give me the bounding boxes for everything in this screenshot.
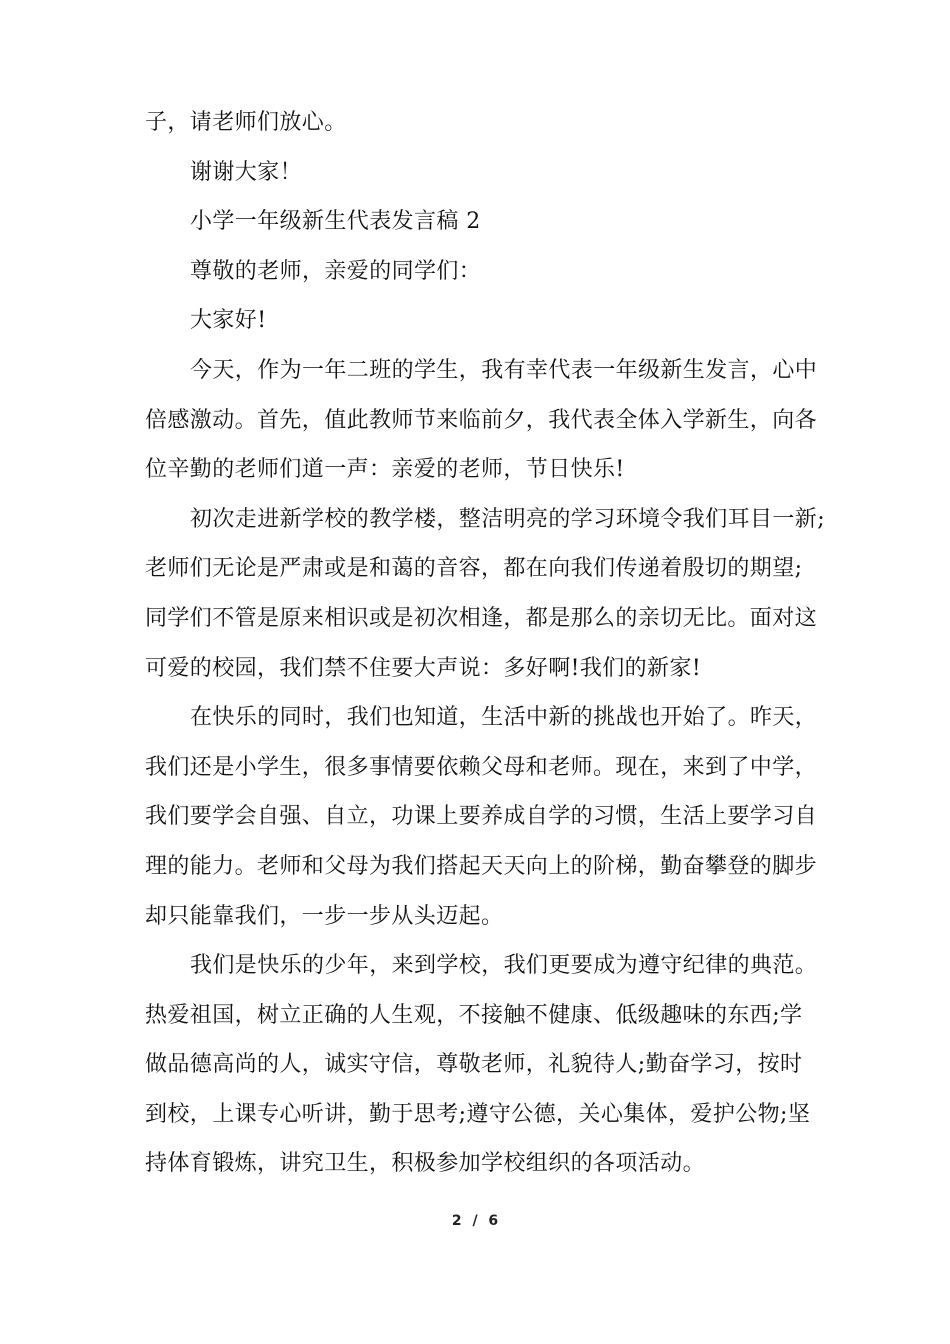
text-line: 初次走进新学校的教学楼，整洁明亮的学习环境令我们耳目一新;	[190, 506, 826, 532]
section-title: 小学一年级新生代表发言稿 2	[190, 209, 481, 235]
text-line: 却只能靠我们，一步一步从头迈起。	[145, 903, 504, 929]
text-line: 做品德高尚的人，诚实守信，尊敬老师，礼貌待人;勤奋学习，按时	[145, 1052, 803, 1078]
salutation: 尊敬的老师，亲爱的同学们：	[190, 258, 482, 284]
document-body	[145, 98, 825, 1189]
text-line: 我们还是小学生，很多事情要依赖父母和老师。现在，来到了中学，	[145, 754, 818, 780]
page-number: 2 / 6	[451, 1213, 499, 1229]
text-line: 子，请老师们放心。	[145, 110, 347, 135]
text-line: 我们要学会自强、自立，功课上要养成自学的习惯，生活上要学习自	[145, 804, 818, 830]
text-line: 到校，上课专心听讲，勤于思考;遵守公德，关心集体，爱护公物;坚	[145, 1101, 811, 1127]
text-line: 同学们不管是原来相识或是初次相逢，都是那么的亲切无比。面对这	[145, 605, 818, 631]
text-line: 谢谢大家！	[190, 159, 303, 185]
text-line: 热爱祖国，树立正确的人生观，不接触不健康、低级趣味的东西;学	[145, 1002, 803, 1028]
text-line: 老师们无论是严肃或是和蔼的音容，都在向我们传递着殷切的期望;	[145, 556, 803, 582]
text-line: 倍感激动。首先，值此教师节来临前夕，我代表全体入学新生，向各	[145, 407, 818, 433]
text-line: 可爱的校园，我们禁不住要大声说：多好啊!我们的新家!	[145, 655, 702, 681]
greeting: 大家好!	[190, 308, 267, 334]
text-line: 我们是快乐的少年，来到学校，我们更要成为遵守纪律的典范。	[190, 953, 818, 979]
text-line: 持体育锻炼，讲究卫生，积极参加学校组织的各项活动。	[145, 1151, 706, 1177]
text-line: 位辛勤的老师们道一声：亲爱的老师，节日快乐!	[145, 457, 625, 483]
text-line: 理的能力。老师和父母为我们搭起天天向上的阶梯，勤奋攀登的脚步	[145, 853, 818, 879]
text-line: 在快乐的同时，我们也知道，生活中新的挑战也开始了。昨天，	[190, 705, 818, 731]
text-line: 今天，作为一年二班的学生，我有幸代表一年级新生发言，心中	[190, 357, 818, 383]
